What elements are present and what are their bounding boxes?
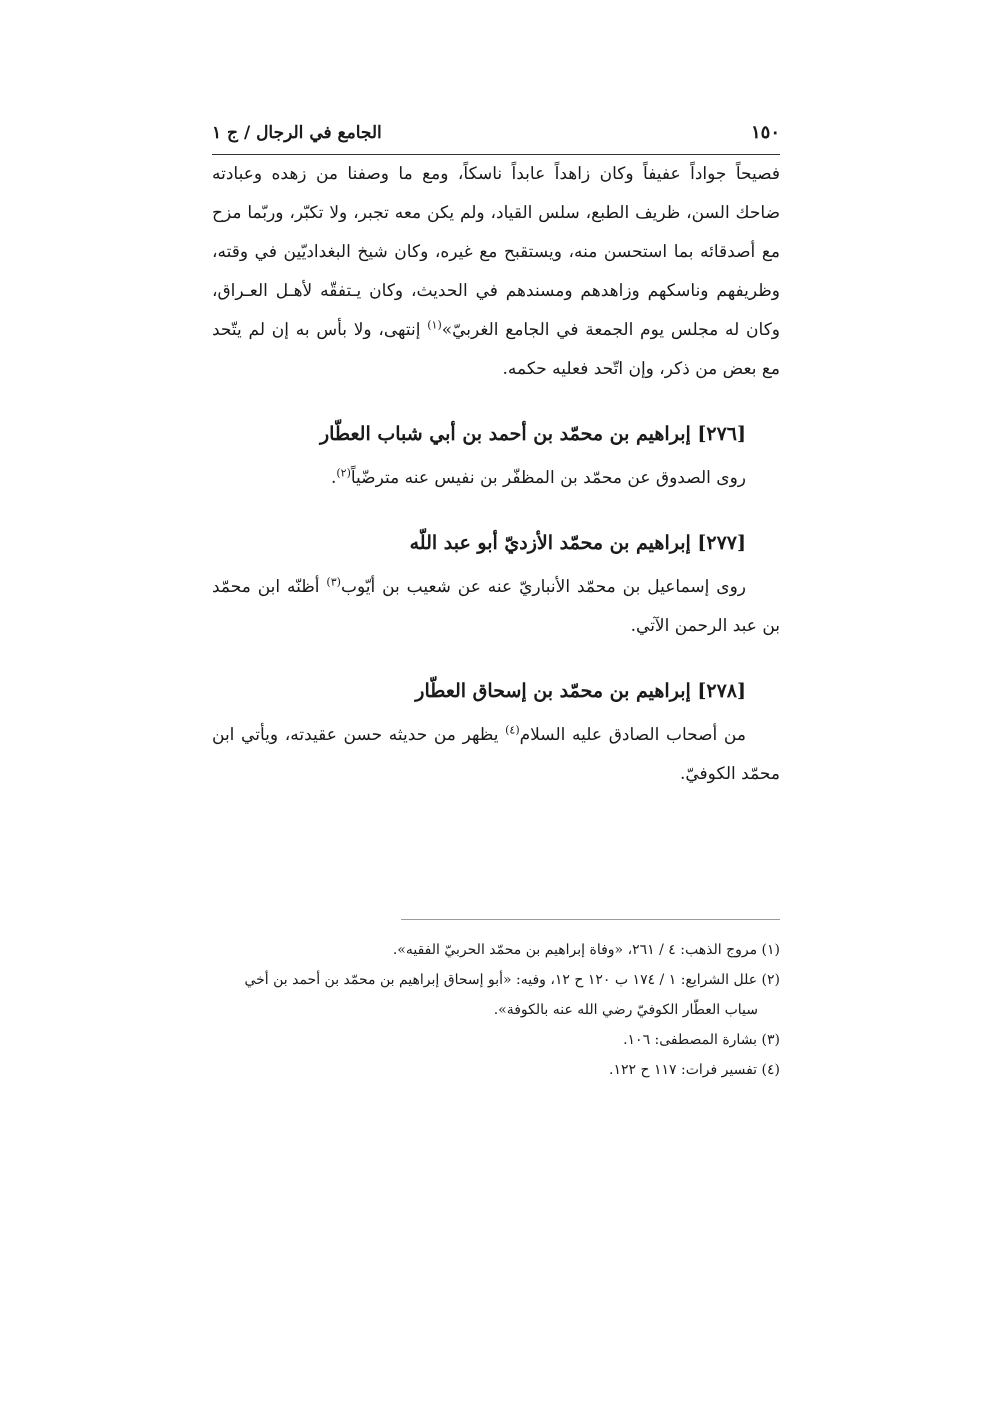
footnote-4: (٤) تفسير فرات: ١١٧ ح ١٢٢. (609, 1062, 780, 1078)
entry-text-end: . (330, 468, 337, 488)
entry-heading: [٢٧٨] إبراهيم بن محمّد بن إسحاق العطّار (415, 680, 746, 702)
entry-text (212, 568, 780, 646)
intro-text: فصيحاً جواداً عفيفاً وكان زاهداً عابداً ناسكاً، ومع ما وصفنا من زهده وعبادته ضاحك السن، ظريف الطبع، سلس القياد، ولم يكن معه تجبر، ولا تكبّر، وربّما مزح مع أصدقائه بما استحسن منه، ويستقبح مع غيره، وكان شيخ البغداديّين في وقته، وظريفهم وناسكهم وزاهدهم ومسندهم في الحديث، وكان يـتفقّه لأهـل العـراق، وكان له مجلس يوم الجمعة في الجامع الغربيّ» (212, 164, 780, 340)
entry-text-body: روى إسماعيل بن محمّد الأنباريّ عنه عن شعيب بن أيّوب (340, 577, 746, 597)
footnote-divider (401, 919, 780, 920)
footnotes (212, 935, 780, 1085)
running-header (212, 118, 780, 155)
page-number: ١٥٠ (750, 122, 780, 143)
entry-heading: [٢٧٧] إبراهيم بن محمّد الأزديّ أبو عبد اللّه (409, 532, 746, 554)
footnote-2-continued: سياب العطّار الكوفيّ رضي الله عنه بالكوفة». (493, 1002, 758, 1018)
footnote-ref-1[interactable]: (١) (427, 318, 442, 332)
entry-text-body: روى الصدوق عن محمّد بن المظفّر بن نفيس عنه مترضّياً (350, 468, 746, 488)
page-content (212, 118, 780, 794)
intro-text-end: إنتهى، ولا بأس به إن لم يتّحد مع بعض من ذكر، وإن اتّحد فعليه حكمه. (212, 320, 780, 379)
entry-278 (212, 676, 780, 794)
entry-heading: [٢٧٦] إبراهيم بن محمّد بن أحمد بن أبي شباب العطّار (319, 423, 746, 445)
entry-text (212, 459, 780, 498)
entry-text (212, 716, 780, 794)
entry-277 (212, 528, 780, 646)
footnote-ref-4[interactable]: (٤) (505, 723, 520, 737)
footnote-ref-3[interactable]: (٣) (326, 575, 341, 589)
entry-276 (212, 419, 780, 498)
entry-text-end: أظنّه ابن محمّد بن عبد الرحمن الآتي. (212, 577, 780, 636)
intro-paragraph (212, 155, 780, 389)
entry-text-body: من أصحاب الصادق عليه السلام (519, 725, 746, 745)
footnote-2: (٢) علل الشرايع: ١ / ١٧٤ ب ١٢٠ ح ١٢، وفيه: «أبو إسحاق إبراهيم بن محمّد بن أحمد بن أخي (244, 972, 780, 988)
book-title: الجامع في الرجال / ج ١ (212, 123, 382, 143)
footnote-3: (٣) بشارة المصطفى: ١٠٦. (623, 1032, 780, 1048)
footnote-ref-2[interactable]: (٢) (336, 466, 351, 480)
entry-text-end: يظهر من حديثه حسن عقيدته، ويأتي ابن محمّد الكوفيّ. (212, 725, 780, 784)
footnote-1: (١) مروج الذهب: ٤ / ٢٦١، «وفاة إبراهيم بن محمّد الحربيّ الفقيه». (392, 942, 780, 958)
